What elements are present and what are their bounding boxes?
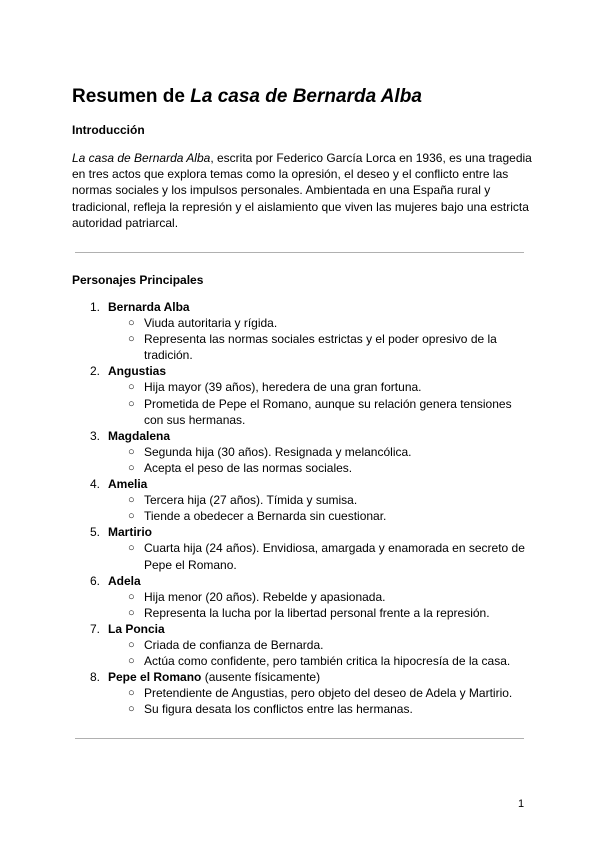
hollow-bullet-icon: ○	[128, 606, 135, 619]
hollow-bullet-icon: ○	[128, 494, 135, 507]
intro-body: , escrita por Federico García Lorca en 1936, es una tragedia en tres actos que explora temas como la opresión, el deseo y el conflicto entre las normas sociales y los impulsos personales. Ambientada en una España rural y tradicional, refleja la represión y el aislamiento que viven las mujeres bajo una estricta autoridad patriarcal.	[72, 151, 532, 230]
list-item-number: 7.	[90, 621, 101, 636]
character-detail-text: Acepta el peso de las normas sociales.	[144, 460, 353, 475]
hollow-bullet-icon: ○	[128, 655, 135, 668]
character-detail	[72, 331, 532, 363]
list-item	[72, 573, 532, 589]
list-item	[72, 476, 532, 492]
character-detail-text: Representa la lucha por la libertad personal frente a la represión.	[144, 605, 490, 620]
hollow-bullet-icon: ○	[128, 461, 135, 474]
page-number: 1	[518, 798, 525, 810]
character-name: Adela	[108, 573, 141, 588]
intro-work-name: La casa de Bernarda Alba	[72, 151, 211, 165]
hollow-bullet-icon: ○	[128, 381, 135, 394]
character-detail-text: Criada de confianza de Bernarda.	[144, 637, 324, 652]
character-detail	[72, 685, 532, 701]
character-detail-text: Hija mayor (39 años), heredera de una gran fortuna.	[144, 380, 422, 395]
character-detail-text: Hija menor (20 años). Rebelde y apasionada.	[144, 589, 386, 604]
character-note: (ausente físicamente)	[201, 670, 321, 685]
character-detail	[72, 492, 532, 508]
character-detail	[72, 460, 532, 476]
characters-heading: Personajes Principales	[72, 273, 204, 287]
character-detail	[72, 701, 532, 717]
character-detail	[72, 315, 532, 331]
character-detail-text: Cuarta hija (24 años). Envidiosa, amargada y enamorada en secreto de Pepe el Romano.	[144, 541, 525, 572]
character-detail-text: Viuda autoritaria y rígida.	[144, 316, 278, 331]
character-detail	[72, 508, 532, 524]
title-work-name: La casa de Bernarda Alba	[190, 86, 422, 107]
character-detail-text: Representa las normas sociales estrictas y el poder opresivo de la tradición.	[144, 332, 497, 363]
hollow-bullet-icon: ○	[128, 397, 135, 410]
character-name: Angustias	[108, 364, 167, 379]
characters-list	[72, 299, 532, 717]
intro-paragraph	[72, 150, 532, 231]
character-detail	[72, 444, 532, 460]
hollow-bullet-icon: ○	[128, 445, 135, 458]
character-name: Martirio	[108, 525, 153, 540]
hollow-bullet-icon: ○	[128, 590, 135, 603]
list-item-number: 6.	[90, 573, 101, 588]
character-detail	[72, 396, 532, 428]
list-item	[72, 363, 532, 379]
character-detail	[72, 379, 532, 395]
page-title	[72, 85, 422, 109]
title-prefix: Resumen de	[72, 86, 191, 107]
character-detail	[72, 637, 532, 653]
character-detail	[72, 540, 532, 572]
list-item-number: 5.	[90, 525, 101, 540]
list-item-number: 4.	[90, 477, 101, 492]
character-detail	[72, 653, 532, 669]
character-name: La Poncia	[108, 621, 165, 636]
list-item	[72, 428, 532, 444]
horizontal-divider	[75, 738, 524, 739]
hollow-bullet-icon: ○	[128, 703, 135, 716]
character-detail-text: Segunda hija (30 años). Resignada y melancólica.	[144, 444, 412, 459]
hollow-bullet-icon: ○	[128, 333, 135, 346]
list-item	[72, 669, 532, 685]
list-item-number: 3.	[90, 428, 101, 443]
character-name: Amelia	[108, 477, 148, 492]
list-item-number: 8.	[90, 670, 101, 685]
character-detail-text: Actúa como confidente, pero también critica la hipocresía de la casa.	[144, 654, 511, 669]
hollow-bullet-icon: ○	[128, 638, 135, 651]
hollow-bullet-icon: ○	[128, 510, 135, 523]
list-item	[72, 299, 532, 315]
character-detail-text: Su figura desata los conflictos entre las hermanas.	[144, 702, 413, 717]
hollow-bullet-icon: ○	[128, 317, 135, 330]
list-item-number: 1.	[90, 300, 101, 314]
character-detail-text: Tercera hija (27 años). Tímida y sumisa.	[144, 493, 358, 508]
character-detail-text: Tiende a obedecer a Bernarda sin cuestionar.	[144, 509, 387, 524]
horizontal-divider	[75, 252, 524, 253]
list-item	[72, 621, 532, 637]
character-detail	[72, 589, 532, 605]
character-name: Bernarda Alba	[108, 300, 190, 314]
hollow-bullet-icon: ○	[128, 687, 135, 700]
intro-heading: Introducción	[72, 123, 145, 137]
list-item-number: 2.	[90, 364, 101, 379]
character-detail	[72, 605, 532, 621]
character-name: Pepe el Romano	[108, 670, 202, 685]
list-item	[72, 524, 532, 540]
character-name: Magdalena	[108, 428, 171, 443]
character-detail-text: Prometida de Pepe el Romano, aunque su relación genera tensiones con sus hermanas.	[144, 396, 512, 427]
hollow-bullet-icon: ○	[128, 542, 135, 555]
character-detail-text: Pretendiente de Angustias, pero objeto del deseo de Adela y Martirio.	[144, 686, 513, 701]
